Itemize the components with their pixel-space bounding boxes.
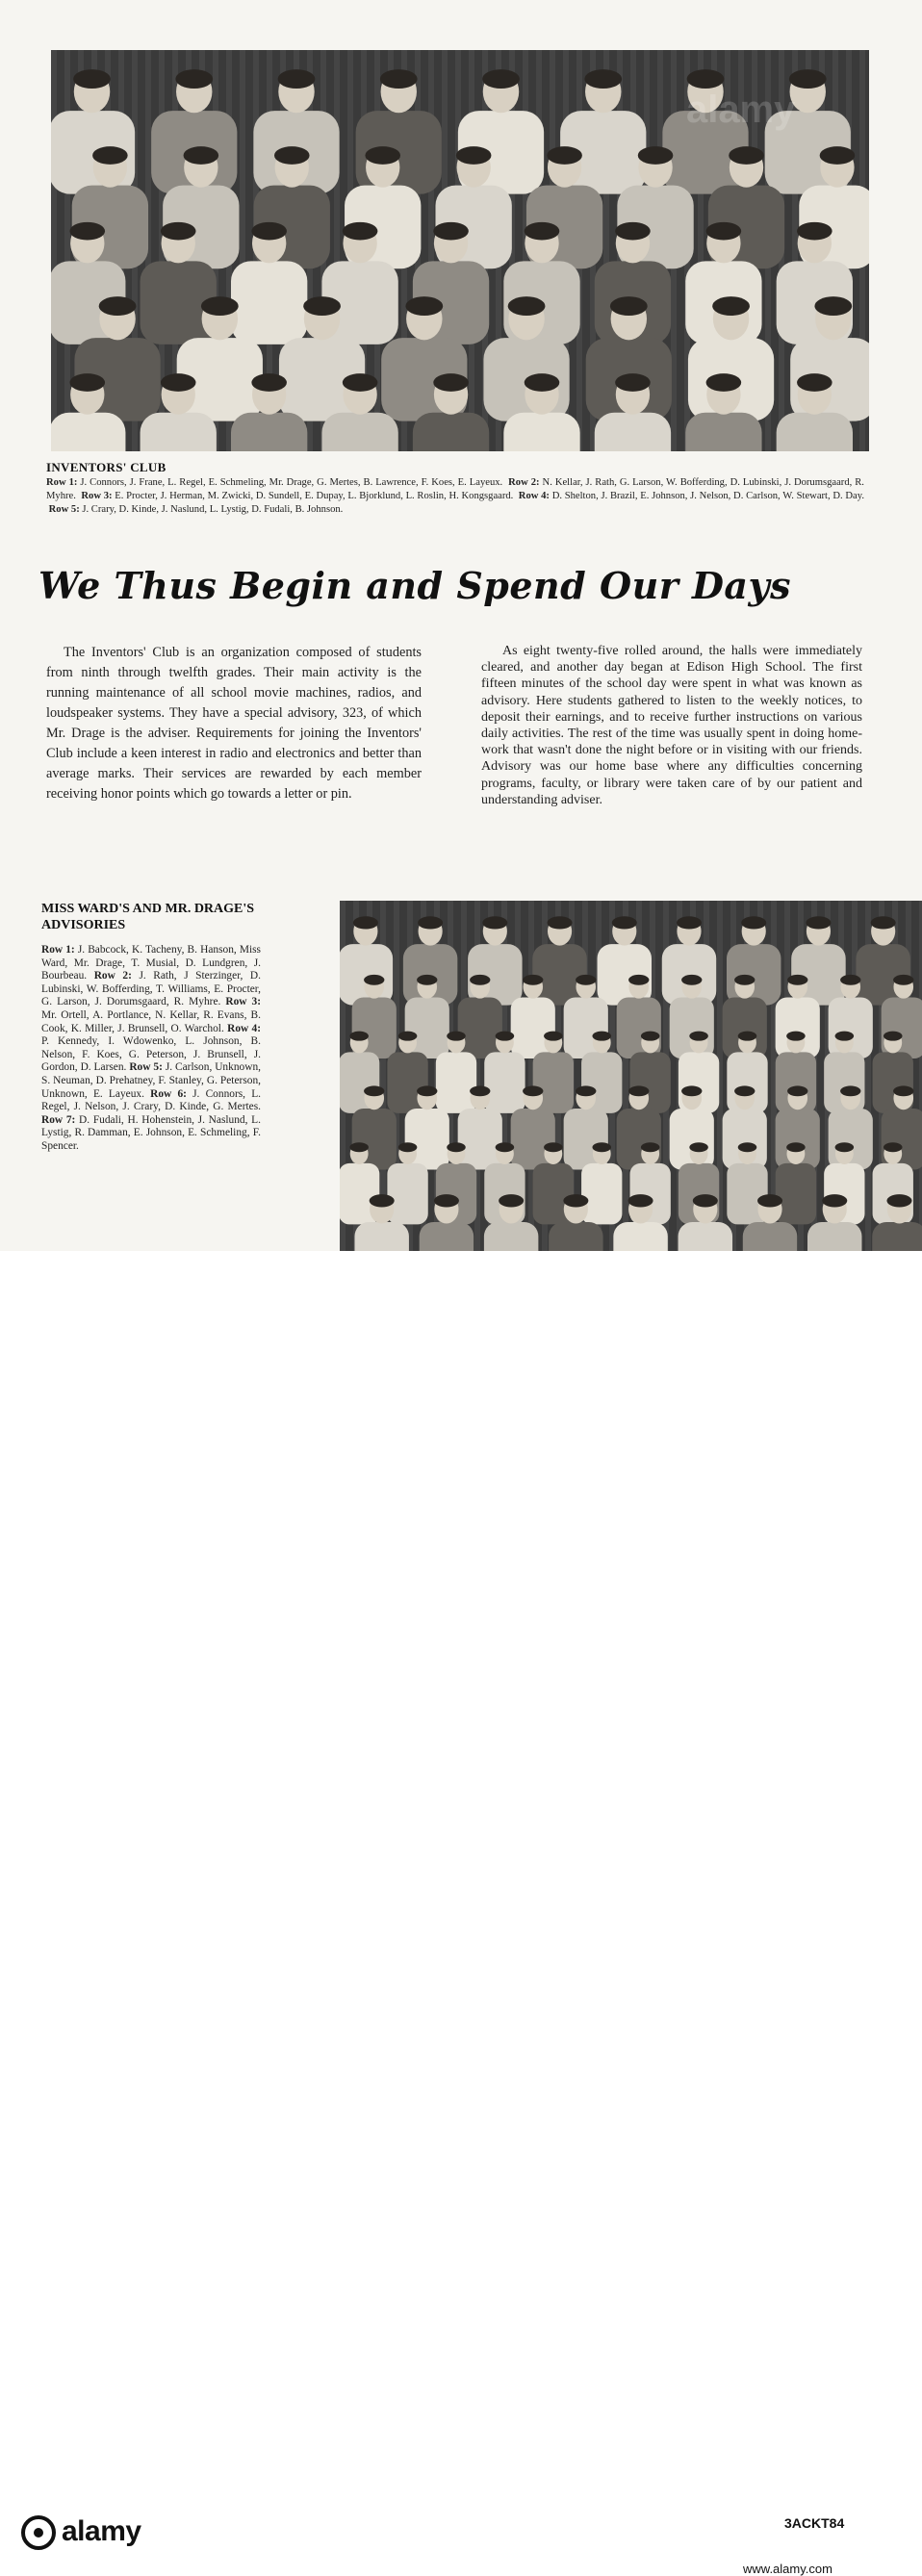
person-body	[458, 1109, 502, 1170]
person-hair	[822, 1194, 847, 1207]
alamy-logo-icon	[21, 2515, 56, 2550]
person-body	[776, 1163, 816, 1225]
person-hair	[496, 1142, 515, 1152]
person-hair	[353, 916, 378, 929]
roster-row-names: P. Kennedy, I. Wdowenko, L. Johnson, B. Nelson, F. Koes, G. Peterson, J. Brunsell, J. Gordon, D. Larsen.	[41, 1035, 261, 1074]
person-hair	[592, 1142, 611, 1152]
person-body	[581, 1163, 622, 1225]
person-hair	[681, 1085, 702, 1096]
person-body	[436, 1052, 476, 1113]
person-body	[685, 413, 761, 451]
person-hair	[398, 1032, 418, 1041]
inventors-club-roster	[46, 476, 864, 517]
person-hair	[544, 1032, 563, 1041]
person-hair	[496, 1032, 515, 1041]
person-hair	[417, 1085, 437, 1096]
person-body	[777, 413, 853, 451]
person-hair	[92, 146, 128, 165]
person-hair	[251, 373, 287, 392]
person-hair	[712, 296, 750, 316]
inventors-club-title: INVENTORS' CLUB	[46, 460, 166, 474]
person-body	[458, 997, 502, 1058]
person-hair	[184, 146, 219, 165]
roster-row-label: Row 4:	[227, 1022, 262, 1034]
person-hair	[687, 69, 725, 89]
image-id: 3ACKT84	[784, 2515, 845, 2531]
curtain-fold	[51, 50, 57, 451]
person-hair	[576, 1085, 596, 1096]
person-hair	[434, 1194, 459, 1207]
person-hair	[274, 146, 310, 165]
roster-row-label: Row 1:	[46, 477, 78, 488]
person-hair	[789, 69, 827, 89]
person-hair	[364, 1085, 384, 1096]
person-hair	[523, 1085, 543, 1096]
person-hair	[741, 916, 766, 929]
person-hair	[628, 975, 649, 985]
roster-row-names: D. Shelton, J. Brazil, E. Johnson, J. Nelson, D. Carlson, W. Stewart, D. Day.	[551, 491, 865, 501]
person-hair	[447, 1142, 466, 1152]
person-hair	[787, 975, 807, 985]
person-hair	[786, 1032, 806, 1041]
person-hair	[433, 373, 469, 392]
roster-row-names: J. Babcock, K. Tacheny, B. Hanson, Miss Ward, Mr. Drage, T. Musial, D. Lundgren, J. Bourbeau.	[41, 944, 261, 982]
person-hair	[835, 1142, 855, 1152]
alamy-logo	[21, 2515, 141, 2550]
roster-row-label: Row 3:	[81, 491, 113, 501]
roster-row-label: Row 5:	[48, 504, 80, 515]
person-hair	[523, 975, 543, 985]
roster-row-names: J. Connors, J. Frane, L. Regel, E. Schmeling, Mr. Drage, G. Mertes, B. Lawrence, F. Koes, E. Layeux.	[80, 477, 503, 488]
person-hair	[398, 1142, 418, 1152]
person-hair	[615, 222, 651, 241]
person-body	[613, 1222, 667, 1251]
person-hair	[161, 373, 196, 392]
person-hair	[251, 222, 287, 241]
person-hair	[840, 1085, 860, 1096]
roster-row-label: Row 6:	[150, 1087, 187, 1100]
person-hair	[592, 1032, 611, 1041]
person-hair	[417, 975, 437, 985]
person-body	[484, 1052, 525, 1113]
person-hair	[405, 296, 443, 316]
page-headline: We Thus Begin and Spend Our Days	[38, 564, 791, 607]
watermark-footer	[0, 1251, 922, 2576]
person-body	[321, 413, 397, 451]
person-hair	[797, 222, 832, 241]
person-body	[872, 1222, 922, 1251]
advisories-group-photo	[340, 901, 922, 1251]
person-hair	[447, 1032, 466, 1041]
person-hair	[729, 146, 764, 165]
person-hair	[343, 222, 378, 241]
person-hair	[303, 296, 341, 316]
person-hair	[278, 69, 316, 89]
roster-row-label: Row 7:	[41, 1113, 76, 1126]
person-hair	[201, 296, 239, 316]
person-hair	[706, 222, 742, 241]
person-hair	[99, 296, 137, 316]
person-hair	[797, 373, 832, 392]
person-hair	[349, 1032, 369, 1041]
roster-row-label: Row 1:	[41, 944, 75, 956]
person-hair	[470, 1085, 490, 1096]
person-hair	[835, 1032, 855, 1041]
inventors-club-description: The Inventors' Club is an organization composed of students from ninth through twelfth grades. Their main activity is the running maintenance of all school movie machines, radios, and loudspeaker systems. They have a special advisory, 323, of which Mr. Drage is the adviser. Requirements for joining the Inventors' Club include a keen interest in radio and electronics and better than average marks. Their services are rewarded by each member receiving honor points which go towards a letter or pin.	[46, 645, 422, 802]
advisories-roster	[41, 944, 261, 1154]
person-body	[532, 944, 586, 1006]
person-hair	[525, 222, 560, 241]
person-hair	[757, 1194, 782, 1207]
person-hair	[738, 1032, 757, 1041]
person-hair	[706, 373, 742, 392]
roster-row-names: J. Connors, L. Regel, J. Nelson, J. Crary, D. Kinde, G. Mertes.	[41, 1087, 262, 1113]
person-hair	[628, 1085, 649, 1096]
person-hair	[343, 373, 378, 392]
person-hair	[69, 373, 105, 392]
person-hair	[638, 146, 674, 165]
person-hair	[418, 916, 443, 929]
person-body	[670, 997, 714, 1058]
photo-watermark: alamy	[686, 89, 796, 131]
advisories-title: MISS WARD'S AND MR. DRAGE'S ADVISORIES	[41, 902, 255, 932]
person-hair	[349, 1142, 369, 1152]
person-hair	[370, 1194, 395, 1207]
person-hair	[738, 1142, 757, 1152]
person-hair	[563, 1194, 588, 1207]
person-hair	[69, 222, 105, 241]
person-body	[670, 1109, 714, 1170]
person-hair	[161, 222, 196, 241]
person-hair	[884, 1032, 903, 1041]
curtain-fold	[64, 50, 70, 451]
yearbook-page	[0, 0, 922, 1251]
roster-row-names: N. Kellar, J. Rath, G. Larson, W. Bofferding, D. Lubinski, J. Dorumsgaard, R. Myhre.	[46, 477, 864, 501]
person-hair	[693, 1194, 718, 1207]
person-hair	[380, 69, 418, 89]
person-hair	[689, 1142, 708, 1152]
person-hair	[584, 69, 622, 89]
person-hair	[628, 1194, 653, 1207]
person-hair	[456, 146, 492, 165]
person-body	[484, 1222, 538, 1251]
person-body	[354, 1222, 408, 1251]
person-hair	[433, 222, 469, 241]
person-body	[595, 413, 671, 451]
person-hair	[681, 975, 702, 985]
person-hair	[734, 975, 755, 985]
person-body	[413, 413, 489, 451]
person-hair	[677, 916, 702, 929]
person-hair	[814, 296, 852, 316]
person-hair	[175, 69, 213, 89]
person-body	[807, 1222, 861, 1251]
person-body	[340, 944, 393, 1006]
person-hair	[840, 975, 860, 985]
advisories-photo-canvas	[340, 901, 922, 1251]
person-body	[549, 1222, 602, 1251]
roster-row-names: J. Crary, D. Kinde, J. Naslund, L. Lystig, D. Fudali, B. Johnson.	[82, 504, 344, 515]
person-hair	[806, 916, 831, 929]
person-body	[743, 1222, 797, 1251]
person-hair	[482, 916, 507, 929]
person-hair	[576, 975, 596, 985]
roster-row-label: Row 2:	[93, 970, 132, 982]
person-hair	[871, 916, 896, 929]
person-hair	[612, 916, 637, 929]
person-hair	[615, 373, 651, 392]
person-hair	[820, 146, 856, 165]
person-hair	[734, 1085, 755, 1096]
person-hair	[884, 1142, 903, 1152]
person-hair	[548, 916, 573, 929]
roster-row-label: Row 3:	[225, 996, 262, 1008]
advisory-description: As eight twenty-five rolled around, the halls were immediately cleared, and another day began at Edison High School. The first fifteen minutes of the school day were spent in what was known as advisory. Here students gathered to listen to the weekly notices, to deposit their earnings, and to receive further instructions on various daily activities. The rest of the time was usually spent in doing home-work that wasn't done the night before or in visiting with our friends. Advisory was our home base where any difficulties concerning programs, faculty, or library were taken care of by our patient and understanding adviser.	[481, 644, 862, 807]
person-body	[141, 413, 217, 451]
person-body	[387, 1163, 427, 1225]
person-hair	[893, 1085, 913, 1096]
person-hair	[610, 296, 648, 316]
person-hair	[544, 1142, 563, 1152]
alamy-brand: alamy	[62, 2515, 141, 2547]
person-hair	[499, 1194, 524, 1207]
person-body	[679, 1222, 732, 1251]
person-body	[51, 413, 125, 451]
person-hair	[641, 1142, 660, 1152]
person-hair	[786, 1142, 806, 1152]
roster-row-names: D. Fudali, H. Hohenstein, J. Naslund, L. Lystig, R. Damman, E. Johnson, E. Schmeling, F. Spencer.	[41, 1113, 261, 1152]
roster-row-names: J. Rath, J Sterzinger, D. Lubinski, W. Bofferding, T. Williams, E. Procter, G. Larson, J. Dorumsgaard, R. Myhre.	[41, 970, 261, 1008]
roster-row-names: E. Procter, J. Herman, M. Zwicki, D. Sundell, E. Dupay, L. Bjorklund, L. Roslin, H. Kongsgaard.	[115, 491, 514, 501]
roster-row-names: Mr. Ortell, A. Portlance, N. Kellar, R. Evans, B. Cook, K. Miller, J. Brunsell, O. Warchol.	[41, 1008, 261, 1034]
inventors-club-group-photo	[51, 50, 869, 451]
person-hair	[508, 296, 546, 316]
person-body	[727, 944, 781, 1006]
person-hair	[525, 373, 560, 392]
roster-row-names: J. Carlson, Unknown, S. Neuman, D. Prehatney, F. Stanley, G. Peterson, Unknown, E. Layeux.	[41, 1061, 261, 1100]
person-hair	[73, 69, 111, 89]
person-hair	[547, 146, 582, 165]
person-body	[420, 1222, 474, 1251]
person-hair	[893, 975, 913, 985]
person-hair	[482, 69, 520, 89]
person-hair	[365, 146, 400, 165]
roster-row-label: Row 4:	[518, 491, 550, 501]
person-body	[231, 413, 307, 451]
site-url: www.alamy.com	[743, 2562, 832, 2576]
person-hair	[470, 975, 490, 985]
person-body	[503, 413, 579, 451]
person-hair	[886, 1194, 911, 1207]
roster-row-label: Row 2:	[508, 477, 540, 488]
person-body	[231, 261, 307, 344]
person-hair	[364, 975, 384, 985]
person-hair	[787, 1085, 807, 1096]
person-hair	[641, 1032, 660, 1041]
person-hair	[689, 1032, 708, 1041]
roster-row-label: Row 5:	[129, 1061, 163, 1074]
